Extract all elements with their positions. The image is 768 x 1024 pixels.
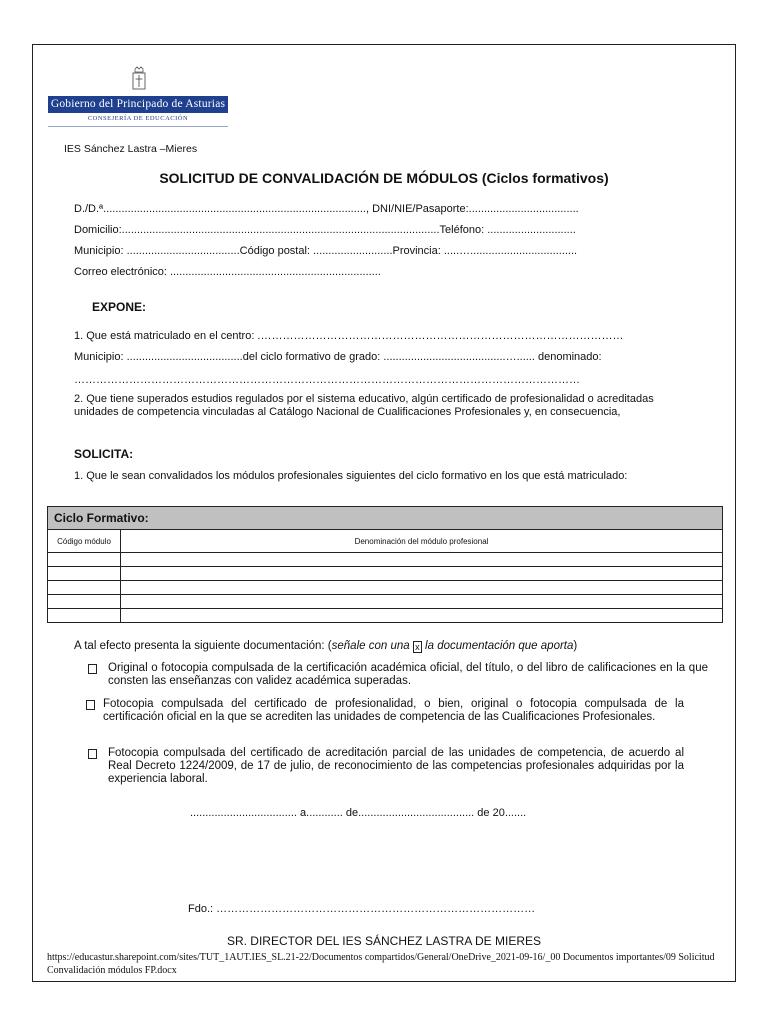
col-header-name: Denominación del módulo profesional [121,530,723,553]
checkbox-option-2[interactable] [86,700,95,710]
page-title: SOLICITUD DE CONVALIDACIÓN DE MÓDULOS (Ciclos formativos) [159,170,609,186]
expone-municipio[interactable]: Municipio: ......................................del ciclo formativo de grado: ........................................…...... denominado: [74,351,602,363]
documentation-intro: A tal efecto presenta la siguiente documentación: (señale con una x la documentación que aporta) [74,640,578,652]
solicita-item-1: 1. Que le sean convalidados los módulos profesionales siguientes del ciclo formativo en los que está matriculado: [74,470,628,482]
solicita-heading: SOLICITA: [74,447,134,461]
signature-line[interactable]: Fdo.: …………………………………………………………………………… [188,903,536,915]
field-email[interactable]: Correo electrónico: ..................................................................... [74,266,381,278]
checkbox-mark-example: x [413,641,422,653]
table-row[interactable] [48,553,723,567]
logo-department: CONSEJERÍA DE EDUCACIÓN [87,115,189,122]
logo-org-name: Gobierno del Principado de Asturias [48,96,228,113]
table-row[interactable] [48,595,723,609]
table-row[interactable] [48,609,723,623]
logo-divider [48,126,228,127]
field-city-postal-province[interactable]: Municipio: .....................................Código postal: ..........................Provincia: .....…................................... [74,245,578,257]
field-address-phone[interactable]: Domicilio:........................................................................................................Teléfono: ............................. [74,224,576,236]
expone-item-1[interactable]: 1. Que está matriculado en el centro: .……………………………………………………………………………………… [74,330,624,342]
date-line[interactable]: ................................... a............ de...................................... de 20....... [190,807,527,819]
document-file-path: https://educastur.sharepoint.com/sites/TUT_1AUT.IES_SL.21-22/Documentos compartidos/General/OneDrive_2021-09-16/_00 Documentos importantes/09 Solicitud Convalidación módulos FP.docx [47,952,715,976]
ciclo-formativo-label[interactable]: Ciclo Formativo: [48,507,723,530]
school-name: IES Sánchez Lastra –Mieres [64,143,198,155]
expone-heading: EXPONE: [92,300,147,314]
expone-item-2: 2. Que tiene superados estudios regulados por el sistema educativo, algún certificado de profesionalidad o acreditadas unidades de competencia vinculadas al Catálogo Nacional de Cualificaciones Profesionales y, en consecuencia, [74,393,654,418]
checkbox-option-1[interactable] [88,664,97,674]
doc-option-1[interactable]: Original o fotocopia compulsada de la certificación académica oficial, del título, o del libro de calificaciones en la que consten las enseñanzas con validez académica superadas. [108,662,708,688]
doc-option-3[interactable]: Fotocopia compulsada del certificado de acreditación parcial de las unidades de competencia, de acuerdo al Real Decreto 1224/2009, de 17 de julio, de reconocimiento de las competencias profesionales adquiridas por la experiencia laboral. [108,747,684,786]
doc-option-2[interactable]: Fotocopia compulsada del certificado de profesionalidad, o bien, original o fotocopia compulsada de la certificación oficial en la que se acrediten las unidades de competencia de las Cualificaciones Profesionales. [103,698,684,724]
table-row[interactable] [48,567,723,581]
addressee: SR. DIRECTOR DEL IES SÁNCHEZ LASTRA DE MIERES [226,934,542,948]
field-name-dni[interactable]: D./D.ª......................................................................................, DNI/NIE/Pasaporte:.................................... [74,203,579,215]
expone-dots-line[interactable]: ………………………………………………………………………………………………………………………… [74,374,580,386]
modules-table [47,506,723,623]
col-header-code: Código módulo [48,530,121,553]
table-row[interactable] [48,581,723,595]
checkbox-option-3[interactable] [88,749,97,759]
coat-of-arms-icon [131,66,147,92]
